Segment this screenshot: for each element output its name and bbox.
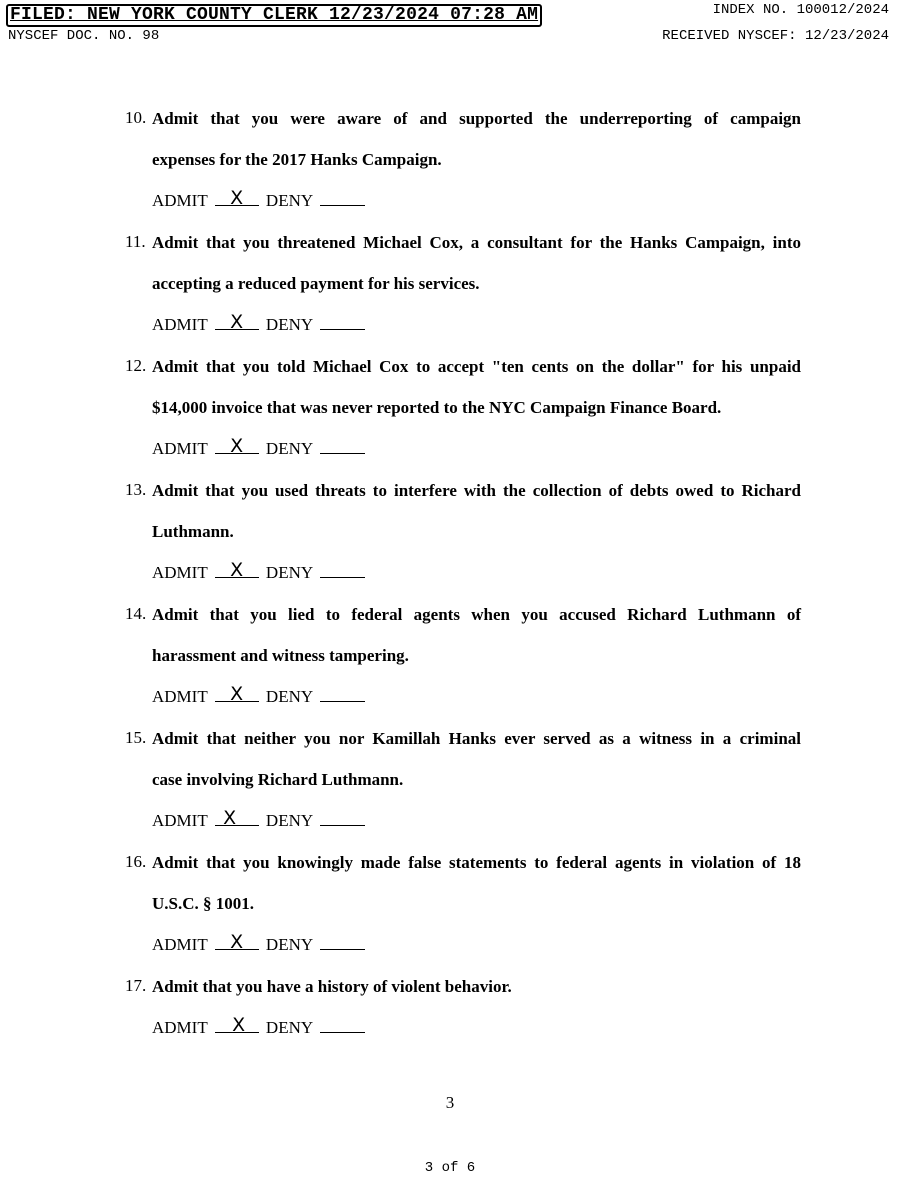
request-item [125, 966, 801, 1048]
admit-mark: X [230, 683, 244, 705]
item-line: U.S.C. § 1001. [152, 894, 255, 913]
deny-blank[interactable] [320, 811, 365, 826]
deny-blank[interactable] [320, 935, 365, 950]
item-text [152, 346, 801, 428]
answer-line [152, 552, 801, 593]
deny-label: DENY [265, 935, 313, 954]
item-line: expenses for the 2017 Hanks Campaign. [152, 150, 442, 169]
admit-blank[interactable] [215, 559, 259, 581]
item-line: $14,000 invoice that was never reported to the NYC Campaign Finance Board. [152, 398, 722, 417]
item-text [152, 98, 801, 180]
item-line: Admit that you lied to federal agents when you accused Richard Luthmann of [152, 605, 801, 624]
item-line: Admit that you threatened Michael Cox, a consultant for the Hanks Campaign, into [152, 233, 801, 252]
item-text [152, 966, 801, 1007]
admit-blank[interactable] [215, 435, 259, 457]
request-item [125, 718, 801, 841]
request-item [125, 222, 801, 345]
deny-label: DENY [265, 315, 313, 334]
item-text [152, 470, 801, 552]
index-number: INDEX NO. 100012/2024 [712, 2, 889, 18]
admit-mark: X [230, 435, 244, 457]
answer-line [152, 304, 801, 345]
deny-blank[interactable] [320, 1018, 365, 1033]
page-number: 3 [445, 1093, 455, 1112]
answer-line [152, 428, 801, 469]
received-date: RECEIVED NYSCEF: 12/23/2024 [662, 28, 889, 44]
admit-blank[interactable] [215, 1014, 259, 1036]
item-number: 11. [125, 232, 146, 251]
admit-mark: X [230, 187, 244, 209]
item-number: 12. [125, 356, 147, 375]
item-line: Admit that you told Michael Cox to accept "ten cents on the dollar" for his unpaid [152, 357, 801, 376]
deny-label: DENY [265, 687, 313, 706]
answer-line [152, 800, 801, 841]
item-line: harassment and witness tampering. [152, 646, 409, 665]
answer-line [152, 180, 801, 221]
deny-label: DENY [265, 439, 313, 458]
deny-label: DENY [265, 811, 313, 830]
answer-line [152, 1007, 801, 1048]
admit-mark: X [230, 559, 244, 581]
item-number: 17. [125, 976, 147, 995]
item-line: Admit that you knowingly made false statements to federal agents in violation of 18 [152, 853, 801, 872]
admit-mark: X [230, 931, 244, 953]
answer-line [152, 676, 801, 717]
admit-mark: X [223, 807, 237, 829]
admit-blank[interactable] [215, 931, 259, 953]
request-item [125, 842, 801, 965]
admit-mark: X [232, 1014, 246, 1036]
item-text [152, 222, 801, 304]
admit-label: ADMIT [152, 439, 208, 458]
item-line: Luthmann. [152, 522, 234, 541]
item-number: 14. [125, 604, 147, 623]
admit-label: ADMIT [152, 1018, 208, 1037]
item-number: 10. [125, 108, 147, 127]
deny-blank[interactable] [320, 563, 365, 578]
item-text [152, 718, 801, 800]
admit-mark: X [230, 311, 244, 333]
item-number: 13. [125, 480, 147, 499]
item-line: Admit that neither you nor Kamillah Hanks ever served as a witness in a criminal [152, 729, 801, 748]
filed-stamp: FILED: NEW YORK COUNTY CLERK 12/23/2024 07:28 AM [6, 4, 542, 27]
item-number: 16. [125, 852, 147, 871]
item-text [152, 594, 801, 676]
doc-number: NYSCEF DOC. NO. 98 [8, 28, 160, 44]
admit-label: ADMIT [152, 687, 208, 706]
admit-label: ADMIT [152, 315, 208, 334]
item-line: Admit that you were aware of and supported the underreporting of campaign [152, 109, 801, 128]
item-line: Admit that you have a history of violent behavior. [152, 977, 512, 996]
deny-blank[interactable] [320, 439, 365, 454]
request-item [125, 346, 801, 469]
deny-label: DENY [265, 1018, 313, 1037]
item-line: accepting a reduced payment for his services. [152, 274, 480, 293]
admit-label: ADMIT [152, 563, 208, 582]
deny-blank[interactable] [320, 687, 365, 702]
request-item [125, 594, 801, 717]
item-line: case involving Richard Luthmann. [152, 770, 404, 789]
admit-label: ADMIT [152, 191, 208, 210]
deny-blank[interactable] [320, 315, 365, 330]
admit-blank[interactable] [215, 187, 259, 209]
page-of-total: 3 of 6 [424, 1160, 476, 1176]
item-number: 15. [125, 728, 147, 747]
deny-blank[interactable] [320, 191, 365, 206]
item-text [152, 842, 801, 924]
admit-blank[interactable] [215, 807, 259, 829]
admit-blank[interactable] [215, 311, 259, 333]
deny-label: DENY [265, 191, 313, 210]
request-item [125, 470, 801, 593]
request-item [125, 98, 801, 221]
admit-label: ADMIT [152, 935, 208, 954]
deny-label: DENY [265, 563, 313, 582]
item-line: Admit that you used threats to interfere with the collection of debts owed to Richard [152, 481, 801, 500]
admit-blank[interactable] [215, 683, 259, 705]
admit-label: ADMIT [152, 811, 208, 830]
answer-line [152, 924, 801, 965]
